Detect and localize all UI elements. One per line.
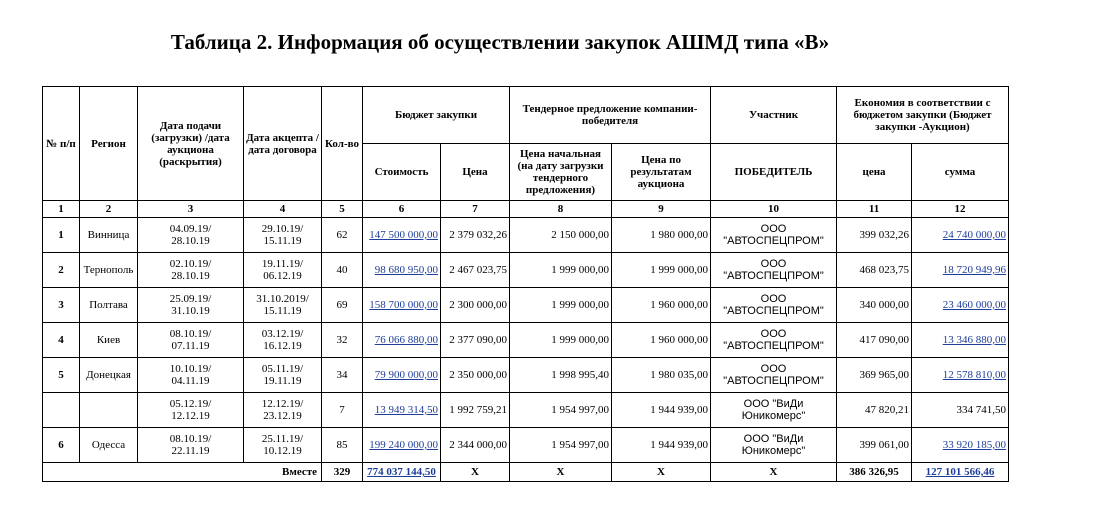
row-date-accept: [244, 393, 322, 428]
row-qty: 85: [322, 428, 363, 463]
row-qty: 34: [322, 358, 363, 393]
row-date-submit-line: 10.10.19/: [169, 363, 212, 375]
row-eco-sum-link[interactable]: 13 346 880,00: [942, 334, 1007, 346]
row-participant-line: ООО "ВиДи: [743, 398, 804, 410]
row-cost-link[interactable]: 79 900 000,00: [374, 369, 438, 381]
row-region: Винница: [80, 218, 138, 253]
row-date-submit-line: 31.10.19: [171, 305, 210, 317]
row-participant: [711, 288, 837, 323]
col-number: 12: [912, 201, 1009, 218]
row-cost[interactable]: [363, 323, 441, 358]
row-region: Полтава: [80, 288, 138, 323]
row-num: 6: [43, 428, 80, 463]
col-number: 7: [441, 201, 510, 218]
row-date-submit-line: 22.11.19: [171, 445, 210, 457]
table-row: [43, 253, 1009, 288]
header-row-1: [43, 87, 1009, 144]
header-tender: Тендерное предложение компании-победителя: [510, 87, 711, 144]
row-participant: [711, 393, 837, 428]
row-date-submit-line: 12.12.19: [171, 410, 210, 422]
row-eco-sum-link[interactable]: 23 460 000,00: [942, 299, 1007, 311]
col-number: 5: [322, 201, 363, 218]
row-auction-price: 1 980 035,00: [612, 358, 711, 393]
row-participant: [711, 218, 837, 253]
row-participant-line: Юникомерс": [741, 445, 806, 457]
row-eco-sum[interactable]: [912, 323, 1009, 358]
row-participant-line: "АВТОСПЕЦПРОМ": [723, 270, 824, 282]
row-region: Тернополь: [80, 253, 138, 288]
row-auction-price: 1 960 000,00: [612, 323, 711, 358]
row-qty: 7: [322, 393, 363, 428]
row-participant-line: ООО "ВиДи: [743, 433, 804, 445]
row-date-submit-line: 28.10.19: [171, 270, 210, 282]
row-date-accept-line: 23.12.19: [263, 410, 302, 422]
row-qty: 62: [322, 218, 363, 253]
table-row: [43, 393, 1009, 428]
row-initial-price: 2 150 000,00: [510, 218, 612, 253]
col-number: 10: [711, 201, 837, 218]
row-price: 2 350 000,00: [441, 358, 510, 393]
col-number: 6: [363, 201, 441, 218]
row-date-accept-line: 12.12.19/: [261, 398, 304, 410]
total-cost[interactable]: [363, 463, 441, 482]
header-qty: Кол-во: [322, 87, 363, 201]
row-price: 2 467 023,75: [441, 253, 510, 288]
row-region: Одесса: [80, 428, 138, 463]
row-date-submit-line: 02.10.19/: [169, 258, 212, 270]
row-date-submit-line: 08.10.19/: [169, 328, 212, 340]
row-date-accept: [244, 288, 322, 323]
table-row: [43, 428, 1009, 463]
row-eco-price: 417 090,00: [837, 323, 912, 358]
table-row: [43, 358, 1009, 393]
row-auction-price: 1 960 000,00: [612, 288, 711, 323]
row-qty: 40: [322, 253, 363, 288]
row-eco-sum-link[interactable]: 18 720 949,96: [942, 264, 1007, 276]
total-row: [43, 463, 1009, 482]
row-date-submit: [138, 253, 244, 288]
row-date-submit-line: 25.09.19/: [169, 293, 212, 305]
header-num: № п/п: [43, 87, 80, 201]
row-auction-price: 1 944 939,00: [612, 428, 711, 463]
header-economy: Економия в соответствии с бюджетом закупки (Бюджет закупки -Аукцион): [837, 87, 1009, 144]
row-date-accept-line: 06.12.19: [263, 270, 302, 282]
row-eco-price: 468 023,75: [837, 253, 912, 288]
procurement-table: [42, 86, 1009, 482]
col-number: 4: [244, 201, 322, 218]
row-eco-sum[interactable]: [912, 358, 1009, 393]
row-date-submit: [138, 393, 244, 428]
row-cost[interactable]: [363, 218, 441, 253]
row-participant-line: ООО: [760, 328, 787, 340]
row-eco-sum-link[interactable]: 33 920 185,00: [942, 439, 1007, 451]
header-price: Цена: [441, 144, 510, 201]
row-cost-link[interactable]: 13 949 314,50: [374, 404, 438, 416]
row-region: [80, 393, 138, 428]
total-label: Вместе: [43, 463, 322, 482]
row-participant-line: ООО: [760, 258, 787, 270]
col-number: 3: [138, 201, 244, 218]
row-date-accept-line: 19.11.19/: [261, 258, 304, 270]
row-price: 2 344 000,00: [441, 428, 510, 463]
row-eco-price: 399 032,26: [837, 218, 912, 253]
row-initial-price: 1 999 000,00: [510, 253, 612, 288]
row-price: 1 992 759,21: [441, 393, 510, 428]
row-price: 2 300 000,00: [441, 288, 510, 323]
table-row: [43, 288, 1009, 323]
row-num: 4: [43, 323, 80, 358]
row-eco-sum[interactable]: [912, 218, 1009, 253]
row-num: 1: [43, 218, 80, 253]
row-num: 3: [43, 288, 80, 323]
column-number-row: [43, 201, 1009, 218]
row-eco-price: 399 061,00: [837, 428, 912, 463]
header-auction-price: Цена по результатам аукциона: [612, 144, 711, 201]
row-date-accept: [244, 323, 322, 358]
row-qty: 69: [322, 288, 363, 323]
total-price: X: [441, 463, 510, 482]
row-cost[interactable]: [363, 393, 441, 428]
row-eco-sum-link[interactable]: 24 740 000,00: [942, 229, 1007, 241]
row-participant: [711, 358, 837, 393]
row-auction-price: 1 980 000,00: [612, 218, 711, 253]
col-number: 8: [510, 201, 612, 218]
row-date-submit: [138, 358, 244, 393]
row-eco-price: 369 965,00: [837, 358, 912, 393]
row-initial-price: 1 998 995,40: [510, 358, 612, 393]
row-date-accept: [244, 253, 322, 288]
row-date-accept-line: 29.10.19/: [261, 223, 304, 235]
col-number: 9: [612, 201, 711, 218]
row-date-accept-line: 10.12.19: [263, 445, 302, 457]
row-date-submit: [138, 218, 244, 253]
header-date-accept: Дата акцепта / дата договора: [244, 87, 322, 201]
row-date-submit-line: 05.12.19/: [169, 398, 212, 410]
row-eco-price: 47 820,21: [837, 393, 912, 428]
row-date-accept-line: 19.11.19: [263, 375, 302, 387]
row-cost[interactable]: [363, 253, 441, 288]
row-participant: [711, 428, 837, 463]
header-region: Регион: [80, 87, 138, 201]
row-date-submit-line: 04.11.19: [171, 375, 210, 387]
header-cost: Стоимость: [363, 144, 441, 201]
row-auction-price: 1 999 000,00: [612, 253, 711, 288]
row-initial-price: 1 999 000,00: [510, 323, 612, 358]
row-date-accept-line: 31.10.2019/: [256, 293, 309, 305]
row-cost[interactable]: [363, 358, 441, 393]
row-date-accept: [244, 218, 322, 253]
header-winner: ПОБЕДИТЕЛЬ: [711, 144, 837, 201]
row-date-submit-line: 07.11.19: [171, 340, 210, 352]
total-qty: 329: [322, 463, 363, 482]
row-cost-link[interactable]: 158 700 000,00: [369, 299, 438, 311]
row-participant-line: "АВТОСПЕЦПРОМ": [723, 375, 824, 387]
row-participant-line: "АВТОСПЕЦПРОМ": [723, 340, 824, 352]
row-date-accept-line: 25.11.19/: [261, 433, 304, 445]
page-title: Таблица 2. Информация об осуществлении закупок АШМД типа «В»: [170, 30, 830, 54]
row-price: 2 379 032,26: [441, 218, 510, 253]
col-number: 2: [80, 201, 138, 218]
row-region: Донецкая: [80, 358, 138, 393]
total-eco-price: 386 326,95: [837, 463, 912, 482]
row-initial-price: 1 999 000,00: [510, 288, 612, 323]
row-eco-sum[interactable]: [912, 428, 1009, 463]
row-participant: [711, 323, 837, 358]
row-auction-price: 1 944 939,00: [612, 393, 711, 428]
row-num: 5: [43, 358, 80, 393]
row-initial-price: 1 954 997,00: [510, 393, 612, 428]
header-eco-sum: сумма: [912, 144, 1009, 201]
row-date-submit: [138, 323, 244, 358]
row-participant: [711, 253, 837, 288]
row-participant-line: ООО: [760, 363, 787, 375]
row-cost[interactable]: [363, 288, 441, 323]
row-region: Киев: [80, 323, 138, 358]
row-participant-line: ООО: [760, 293, 787, 305]
row-participant-line: "АВТОСПЕЦПРОМ": [723, 235, 824, 247]
header-eco-price: цена: [837, 144, 912, 201]
row-date-accept: [244, 358, 322, 393]
header-participant: Участник: [711, 87, 837, 144]
row-cost-link[interactable]: 98 680 950,00: [374, 264, 438, 276]
row-eco-sum-link[interactable]: 12 578 810,00: [942, 369, 1007, 381]
row-date-accept-line: 15.11.19: [263, 305, 302, 317]
col-number: 11: [837, 201, 912, 218]
row-cost-link[interactable]: 147 500 000,00: [369, 229, 438, 241]
row-date-accept-line: 03.12.19/: [261, 328, 304, 340]
col-number: 1: [43, 201, 80, 218]
row-date-accept-line: 15.11.19: [263, 235, 302, 247]
row-date-accept: [244, 428, 322, 463]
row-participant-line: ООО: [760, 223, 787, 235]
row-qty: 32: [322, 323, 363, 358]
row-date-submit-line: 28.10.19: [171, 235, 210, 247]
row-date-submit-line: 04.09.19/: [169, 223, 212, 235]
total-cost-link[interactable]: 774 037 144,50: [367, 466, 436, 478]
total-auct: X: [612, 463, 711, 482]
row-price: 2 377 090,00: [441, 323, 510, 358]
header-budget: Бюджет закупки: [363, 87, 510, 144]
total-eco-sum[interactable]: [912, 463, 1009, 482]
row-date-submit: [138, 288, 244, 323]
row-date-accept-line: 16.12.19: [263, 340, 302, 352]
header-date-submit: Дата подачи (загрузки) /дата аукциона (раскрытия): [138, 87, 244, 201]
row-participant-line: "АВТОСПЕЦПРОМ": [723, 305, 824, 317]
total-participant: X: [711, 463, 837, 482]
table-row: [43, 323, 1009, 358]
table-row: [43, 218, 1009, 253]
row-eco-price: 340 000,00: [837, 288, 912, 323]
row-cost-link[interactable]: 199 240 000,00: [369, 439, 438, 451]
row-date-submit: [138, 428, 244, 463]
row-date-submit-line: 08.10.19/: [169, 433, 212, 445]
row-eco-sum[interactable]: [912, 253, 1009, 288]
row-cost[interactable]: [363, 428, 441, 463]
row-participant-line: Юникомерс": [741, 410, 806, 422]
total-eco-sum-link[interactable]: 127 101 566,46: [925, 466, 995, 478]
row-initial-price: 1 954 997,00: [510, 428, 612, 463]
row-date-accept-line: 05.11.19/: [261, 363, 304, 375]
total-init: X: [510, 463, 612, 482]
row-cost-link[interactable]: 76 066 880,00: [374, 334, 438, 346]
row-eco-sum[interactable]: [912, 288, 1009, 323]
header-initial-price: Цена начальная (на дату загрузки тендерного предложения): [510, 144, 612, 201]
row-num: [43, 393, 80, 428]
row-eco-sum: 334 741,50: [912, 393, 1009, 428]
row-num: 2: [43, 253, 80, 288]
